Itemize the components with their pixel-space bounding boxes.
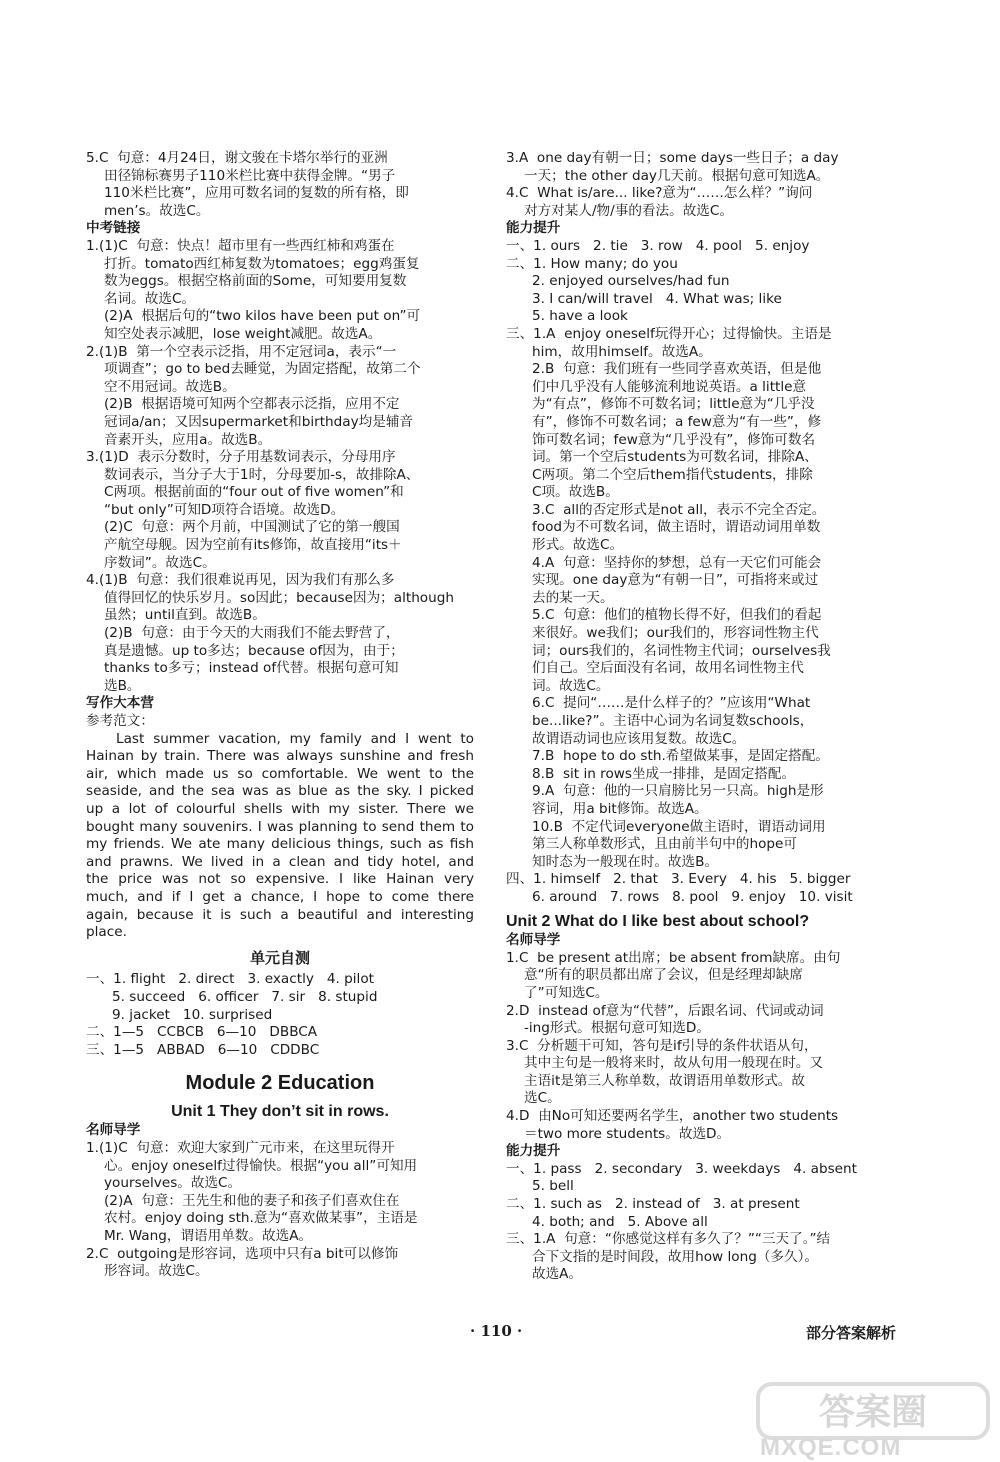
test-line: 5. succeed 6. officer 7. sir 8. stupid: [112, 988, 378, 1005]
text-line: 1.C be present at出席；be absent from缺席。由句: [506, 949, 841, 966]
text-line: 一、1. pass 2. secondary 3. weekdays 4. absent: [506, 1160, 857, 1177]
text-line: 一、1. ours 2. tie 3. row 4. pool 5. enjoy: [506, 237, 810, 254]
text-line: thanks to多亏；instead of代替。根据句意可知: [104, 660, 399, 677]
text-line: 9.A 句意：他的一只肩膀比另一只高。high是形: [532, 783, 824, 800]
text-line: ＝two more students。故选D。: [524, 1125, 731, 1142]
text-line: 意“所有的职员都出席了会议，但是经理却缺席: [524, 967, 803, 984]
text-line: 110米栏比赛”，应用可数名词的复数的所有格，即: [104, 185, 409, 202]
test-line: 三、1—5 ABBAD 6—10 CDDBC: [86, 1041, 320, 1058]
text-line: 二、1. How many; do you: [506, 255, 678, 272]
text-line: 合下文指的是时间段，故用how long（多久）。: [532, 1248, 819, 1265]
essay-line: place.: [86, 924, 127, 941]
text-line: 4.C What is/are... like?意为“……怎么样？”询问: [506, 185, 813, 202]
section-heading: 中考链接: [86, 220, 141, 237]
text-line: 2.B 句意：我们班有一些同学喜欢英语，但是他: [532, 361, 822, 378]
text-line: 主语it是第三人称单数，故谓语用单数形式。故: [524, 1072, 805, 1089]
text-line: 5.C 句意：4月24日，谢文骏在卡塔尔举行的亚洲: [86, 150, 388, 166]
essay-line: air, which made us so comfortable. We went to the: [86, 765, 474, 782]
text-line: 序数词”。故选C。: [104, 554, 216, 571]
essay-line: Hainan by train. There was always sunshine and fresh: [86, 748, 474, 765]
text-line: 为“有点”，修饰不可数名词；little意为“几乎没: [532, 396, 815, 413]
text-line: 形式。故选C。: [532, 537, 624, 554]
text-line: C两项。根据前面的“four out of five women”和: [104, 484, 404, 501]
text-line: 形容词。故选C。: [104, 1263, 209, 1280]
text-line: 三、1.A enjoy oneself玩得开心；过得愉快。主语是: [506, 325, 832, 342]
unit-title: Unit 2 What do I like best about school?: [506, 912, 810, 930]
text-line: 们中几乎没有人能够流利地说英语。a little意: [532, 378, 807, 395]
text-line: 实现。one day意为“有朝一日”，可指将来或过: [532, 572, 819, 589]
text-line: 其中主句是一般将来时，故从句用一般现在时。又: [524, 1055, 824, 1072]
text-line: 2. enjoyed ourselves/had fun: [532, 273, 730, 290]
text-line: C两项。第二个空后them指代students，排除: [532, 466, 813, 483]
text-line: 3.C 分析题干可知，答句是if引导的条件状语从句，: [506, 1037, 818, 1054]
text-line: yourselves。故选C。: [104, 1175, 242, 1192]
text-line: 去的某一天。: [532, 589, 614, 606]
text-line: 故谓语动词也应该用复数。故选C。: [532, 730, 746, 747]
text-line: 值得回忆的快乐岁月。so因此；because因为；although: [104, 589, 454, 606]
text-line: 3. I can/will travel 4. What was; like: [532, 290, 782, 307]
text-line: 选C。: [524, 1090, 561, 1107]
section-heading: 写作大本营: [86, 695, 154, 712]
text-line: (2)A 根据后句的“two kilos have been put on”可: [104, 308, 421, 325]
text-line: 项调查”；go to bed去睡觉，为固定搭配，故第二个: [104, 361, 421, 378]
module-title: Module 2 Education: [185, 1072, 375, 1095]
text-line: food为不可数名词，做主语时，谓语动词用单数: [532, 519, 821, 536]
test-line: 一、1. flight 2. direct 3. exactly 4. pilot: [86, 971, 374, 988]
text-line: 们自己。空后面没有名词，故用名词性物主代: [532, 660, 804, 677]
text-line: 虽然；until直到。故选B。: [104, 607, 266, 624]
unit-title: Unit 1 They don’t sit in rows.: [171, 1102, 389, 1120]
text-line: 真是遗憾。up to多达；because of因为，由于；: [104, 642, 404, 659]
text-line: 5. bell: [532, 1178, 574, 1195]
text-line: 二、1. such as 2. instead of 3. at present: [506, 1196, 800, 1213]
section-heading: 能力提升: [506, 220, 561, 237]
text-line: 词。故选C。: [532, 677, 610, 694]
test-line: 二、1—5 CCBCB 6—10 DBBCA: [86, 1024, 318, 1041]
text-line: 2.C outgoing是形容词，选项中只有a bit可以修饰: [86, 1245, 399, 1262]
text-line: (2)B 句意：由于今天的大雨我们不能去野营了，: [104, 625, 400, 642]
text-line: 10.B 不定代词everyone做主语时，谓语动词用: [532, 818, 826, 835]
text-line: 2.(1)B 第一个空表示泛指，用不定冠词a，表示“一: [86, 343, 397, 360]
left-column: [86, 150, 474, 1281]
page-number: · 110 ·: [470, 1322, 523, 1340]
text-line: 有”，修饰不可数名词；a few意为“有一些”，修: [532, 413, 822, 430]
text-line: 知时态为一般现在时。故选B。: [532, 853, 719, 870]
sample-label: 参考范文：: [86, 713, 154, 729]
text-line: 1.(1)C 句意：快点！超市里有一些西红柿和鸡蛋在: [86, 237, 395, 254]
text-line: 音素开头，应用a。故选B。: [104, 431, 272, 448]
text-line: 空不用冠词。故选B。: [104, 378, 236, 395]
text-line: 4.A 句意：坚持你的梦想，总有一天它们可能会: [532, 554, 822, 571]
essay-line: again, because it is such a beautiful and interesting: [86, 906, 474, 923]
text-line: 6. around 7. rows 8. pool 9. enjoy 10. visit: [532, 888, 853, 905]
text-line: 3.A one day有朝一日；some days一些日子；a day: [506, 150, 839, 166]
text-line: 产航空母舰。因为空前有its修饰，故直接用“its＋: [104, 537, 402, 554]
text-line: 选B。: [104, 677, 141, 694]
text-line: (2)B 根据语境可知两个空都表示泛指，应用不定: [104, 396, 400, 413]
text-line: 来很好。we我们；our我们的，形容词性物主代: [532, 625, 819, 642]
text-line: men’s。故选C。: [104, 202, 210, 219]
watermark-url: MXQE.COM: [760, 1434, 902, 1461]
text-line: (2)C 句意：两个月前，中国测试了它的第一艘国: [104, 519, 400, 536]
essay-line: and prawns. We lived in a clean and tidy hotel, and: [86, 853, 474, 870]
text-line: 数词表示，当分子大于1时，分母要加-s，故排除A、: [104, 466, 420, 483]
text-line: 4.D 由No可知还要两名学生，another two students: [506, 1108, 839, 1125]
text-line: 2.D instead of意为“代替”，后跟名词、代词或动词: [506, 1002, 824, 1019]
essay-line: seaside, and the sea was as blue as the sky. I picked: [86, 783, 474, 800]
text-line: 1.(1)C 句意：欢迎大家到广元市来，在这里玩得开: [86, 1140, 395, 1157]
essay-line: much, and if I get a chance, I hope to come there: [86, 888, 474, 905]
text-line: be...like?”。主语中心词为名词复数schools，: [532, 713, 814, 729]
text-line: 6.C 提问“……是什么样子的？”应该用“What: [532, 695, 811, 712]
section-heading: 名师导学: [86, 1122, 141, 1139]
text-line: 饰可数名词；few意为“几乎没有”，修饰可数名: [532, 431, 816, 448]
text-line: 数为eggs。根据空格前面的Some，可知要用复数: [104, 273, 407, 290]
test-line: 9. jacket 10. surprised: [112, 1006, 273, 1023]
essay-line: the price was not so expensive. I like Hainan very: [86, 871, 474, 888]
text-line: 3.(1)D 表示分数时，分子用基数词表示，分母用序: [86, 449, 396, 466]
unit-test-heading: 单元自测: [249, 948, 310, 967]
text-line: 对方对某人/物/事的看法。故选C。: [524, 202, 733, 219]
text-line: 4.(1)B 句意：我们很难说再见，因为我们有那么多: [86, 572, 395, 589]
text-line: 3.C all的否定形式是not all，表示不完全否定。: [532, 501, 826, 518]
right-column: [506, 150, 894, 1284]
text-line: 5.C 句意：他们的植物长得不好，但我们的看起: [532, 607, 822, 624]
text-line: (2)A 句意：王先生和他的妻子和孩子们喜欢住在: [104, 1192, 400, 1209]
text-line: 4. both; and 5. Above all: [532, 1213, 708, 1230]
essay-line: up a lot of colourful shells with my sister. There we: [86, 800, 474, 817]
text-line: 心。enjoy oneself过得愉快。根据“you all”可知用: [104, 1157, 418, 1174]
essay-line: my friends. We ate many delicious things, such as fish: [86, 836, 474, 853]
text-line: 了”可知选C。: [524, 984, 609, 1001]
section-heading: 名师导学: [506, 932, 561, 949]
text-line: 7.B hope to do sth.希望做某事，是固定搭配。: [532, 748, 829, 765]
text-line: 8.B sit in rows坐成一排排，是固定搭配。: [532, 765, 796, 782]
essay-line: Last summer vacation, my family and I went to: [116, 730, 474, 747]
text-line: C项。故选B。: [532, 484, 619, 501]
section-footer-title: 部分答案解析: [806, 1324, 897, 1342]
text-line: 5. have a look: [532, 308, 628, 325]
text-line: 冠词a/an；又因supermarket和birthday均是辅音: [104, 413, 414, 430]
text-line: 故选A。: [532, 1266, 583, 1283]
text-line: him，故用himself。故选A。: [532, 343, 712, 360]
text-line: 知空处表示减肥，lose weight减肥。故选A。: [104, 325, 382, 342]
svg-text:答案圈: 答案圈: [818, 1392, 928, 1433]
text-line: 田径锦标赛男子110米栏比赛中获得金牌。“男子: [104, 167, 396, 184]
text-line: 农村。enjoy doing sth.意为“喜欢做某事”，主语是: [104, 1210, 418, 1227]
text-line: “but only”可知D项符合语境。故选D。: [104, 501, 345, 518]
text-line: Mr. Wang，谓语用单数。故选A。: [104, 1228, 313, 1245]
text-line: 三、1.A 句意：“你感觉这样有多久了？”“三天了。”结: [506, 1231, 831, 1248]
text-line: 容词，用a bit修饰。故选A。: [532, 800, 708, 817]
text-line: -ing形式。根据句意可知选D。: [524, 1020, 710, 1037]
text-line: 一天；the other day几天前。根据句意可知选A。: [524, 167, 830, 184]
text-line: 名词。故选C。: [104, 290, 196, 307]
text-line: 词；ours我们的，名词性物主代词；ourselves我: [532, 642, 831, 659]
text-line: 词。第一个空后students为可数名词，排除A、: [532, 449, 818, 466]
text-line: 打折。tomato西红柿复数为tomatoes；egg鸡蛋复: [104, 255, 420, 272]
essay-line: bought many souvenirs. I was planning to send them to: [86, 818, 474, 835]
section-heading: 能力提升: [506, 1143, 561, 1160]
text-line: 四、1. himself 2. that 3. Every 4. his 5. bigger: [506, 871, 851, 888]
text-line: 第三人称单数形式，且由前半句中的hope可: [532, 836, 798, 853]
